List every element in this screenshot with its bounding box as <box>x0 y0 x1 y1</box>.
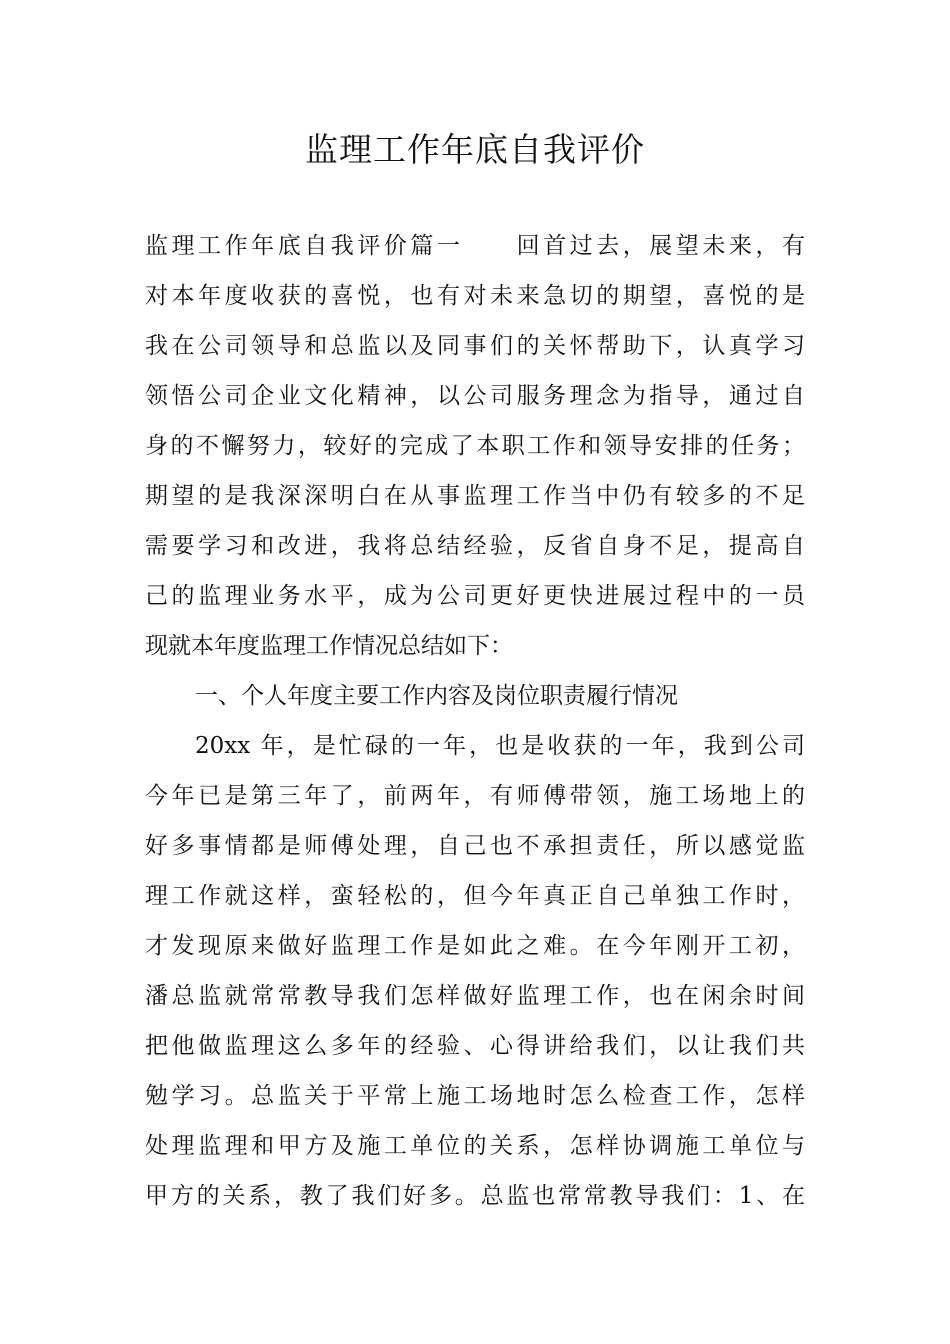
body-line: 处理监理和甲方及施工单位的关系，怎样协调施工单位与 <box>145 1133 805 1159</box>
body-line: 领悟公司企业文化精神，以公司服务理念为指导，通过自 <box>145 383 805 409</box>
body-line: 勉学习。总监关于平常上施工场地时怎么检查工作，怎样 <box>145 1083 805 1109</box>
body-line: 甲方的关系，教了我们好多。总监也常常教导我们：1、在 <box>145 1183 805 1209</box>
body-line: 身的不懈努力，较好的完成了本职工作和领导安排的任务； <box>145 433 805 459</box>
body-line: 需要学习和改进，我将总结经验，反省自身不足，提高自 <box>145 533 805 559</box>
body-line: 期望的是我深深明白在从事监理工作当中仍有较多的不足 <box>145 483 805 509</box>
body-line: 理工作就这样，蛮轻松的，但今年真正自己单独工作时， <box>145 883 805 909</box>
body-line: 把他做监理这么多年的经验、心得讲给我们，以让我们共 <box>145 1033 805 1059</box>
body-line: 现就本年度监理工作情况总结如下： <box>145 633 513 659</box>
body-line: 好多事情都是师傅处理，自己也不承担责任，所以感觉监 <box>145 833 805 859</box>
body-line: 潘总监就常常教导我们怎样做好监理工作，也在闲余时间 <box>145 983 805 1009</box>
body-line: 己的监理业务水平，成为公司更好更快进展过程中的一员 <box>145 583 805 609</box>
body-line: 我在公司领导和总监以及同事们的关怀帮助下，认真学习 <box>145 333 805 359</box>
body-line: 才发现原来做好监理工作是如此之难。在今年刚开工初， <box>145 933 805 959</box>
body-line: 20xx 年，是忙碌的一年，也是收获的一年，我到公司 <box>195 733 805 759</box>
section-heading: 一、个人年度主要工作内容及岗位职责履行情况 <box>195 683 678 709</box>
body-line: 今年已是第三年了，前两年，有师傅带领，施工场地上的 <box>145 783 805 809</box>
body-line: 对本年度收获的喜悦，也有对未来急切的期望，喜悦的是 <box>145 283 805 309</box>
document-title: 监理工作年底自我评价 <box>305 130 645 169</box>
body-line: 监理工作年底自我评价篇一 回首过去，展望未来，有 <box>145 233 805 259</box>
